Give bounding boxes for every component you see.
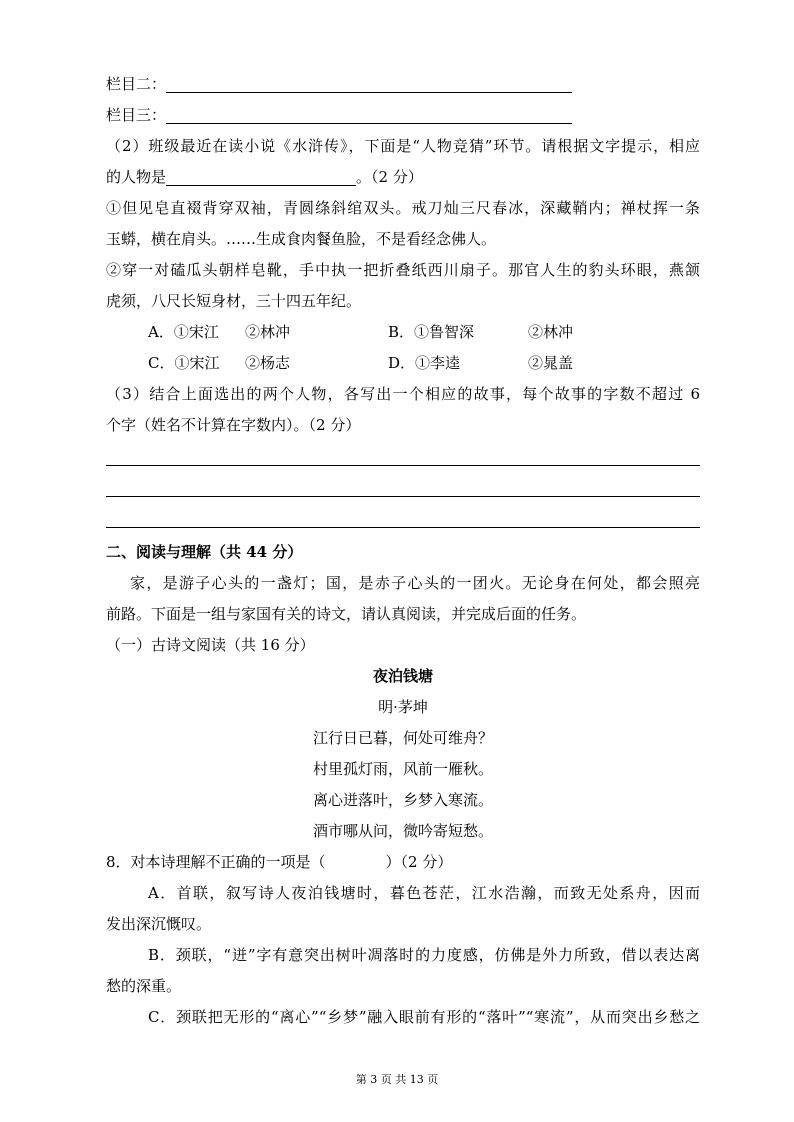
answer-writing-line: [106, 497, 700, 528]
q8-stem: 8．对本诗理解不正确的一项是（ ）（2 分）: [106, 853, 453, 871]
q8-option-a-line: 发出深沉慨叹。: [106, 915, 212, 933]
q2-answer-line: [106, 162, 700, 193]
option-first: [388, 317, 528, 348]
answer-writing-line: [106, 466, 700, 497]
option-first: [388, 348, 528, 379]
q2-clue1-line: 玉蟒，横在肩头。……生成食肉餐鱼脸，不是看经念佛人。: [106, 230, 497, 248]
option-text: ②杨志: [245, 354, 291, 372]
option-key: C．: [148, 354, 175, 372]
poem-line: 村里孤灯雨，风前一雁秋。: [312, 760, 493, 778]
q2-option-a: [148, 317, 388, 348]
q8-option-a-line: A．首联，叙写诗人夜泊钱塘时，暮色苍茫，江水浩瀚，而致无处系舟，因而: [148, 884, 700, 902]
q2-options-row: [106, 317, 700, 348]
option-key: B．: [388, 323, 415, 341]
q2-option-c: [148, 348, 388, 379]
page-number-footer: 第 3 页 共 13 页: [355, 1073, 439, 1086]
poem-line: 离心迸落叶，乡梦入寒流。: [312, 791, 493, 809]
q2-answer-suffix: 。（2 分）: [356, 168, 423, 186]
option-text: ①鲁智深: [414, 323, 475, 341]
q8-option-b-line: 愁的深重。: [106, 977, 182, 995]
answer-blank: [166, 169, 356, 186]
q2-options-row: [106, 348, 700, 379]
q8-option-c-line: C．颈联把无形的“离心”“乡梦”融入眼前有形的“落叶”“寒流”，从而突出乡愁之: [148, 1008, 700, 1026]
option-key: D．: [388, 354, 416, 372]
page-content: [106, 69, 700, 1033]
column-field-3: [106, 100, 700, 131]
option-text: ①宋江: [173, 323, 219, 341]
option-text: ②林冲: [528, 323, 574, 341]
option-first: [148, 317, 245, 348]
option-text: ①宋江: [174, 354, 220, 372]
q2-clue2-line: 虎须，八尺长短身材，三十四五年纪。: [106, 292, 362, 310]
answer-writing-line: [106, 441, 700, 466]
option-text: ②林冲: [245, 323, 291, 341]
intro-paragraph-line: 家，是游子心头的一盏灯；国，是赤子心头的一团火。无论身在何处，都会照亮: [130, 574, 700, 592]
intro-paragraph-line: 前路。下面是一组与家国有关的诗文，请认真阅读，并完成后面的任务。: [106, 605, 587, 623]
option-first: [148, 348, 245, 379]
subsection-heading: （一）古诗文阅读（共 16 分）: [106, 636, 315, 654]
q2-answer-prefix: 的人物是: [106, 168, 167, 186]
option-key: A．: [148, 323, 174, 341]
option-text: ②晁盖: [528, 354, 574, 372]
q8-option-b-line: B．颈联，“迸”字有意突出树叶凋落时的力度感，仿佛是外力所致，借以表达离: [148, 946, 700, 964]
column-field-2: [106, 69, 700, 100]
column-field-label: 栏目二：: [106, 75, 167, 93]
q2-option-b: [388, 317, 648, 348]
q2-stem-line: （2）班级最近在读小说《水浒传》，下面是“人物竞猜”环节。请根据文字提示，相应: [106, 137, 700, 155]
q3-stem-line: （3）结合上面选出的两个人物，各写出一个相应的故事，每个故事的字数不超过 6: [106, 385, 700, 403]
poem-title: 夜泊钱塘: [372, 667, 433, 685]
column-field-label: 栏目三：: [106, 106, 167, 124]
option-text: ①李逵: [415, 354, 461, 372]
answer-blank: [166, 107, 572, 124]
q2-clue2-line: ②穿一对磕瓜头朝样皂靴，手中执一把折叠纸西川扇子。那官人生的豹头环眼，燕颔: [106, 261, 700, 279]
q3-stem-line: 个字（姓名不计算在字数内）。（2 分）: [106, 416, 361, 434]
section-heading: 二、阅读与理解（共 44 分）: [106, 543, 303, 561]
q2-clue1-line: ①但见皂直裰背穿双袖，青圆绦斜绾双头。戒刀灿三尺春冰，深藏鞘内；禅杖挥一条: [106, 199, 700, 217]
poem-line: 江行日已暮，何处可维舟？: [312, 729, 493, 747]
poem-line: 酒市哪从问，微吟寄短愁。: [312, 822, 493, 840]
answer-blank: [166, 76, 572, 93]
q2-option-d: [388, 348, 648, 379]
poem-author: 明·茅坤: [378, 698, 428, 716]
